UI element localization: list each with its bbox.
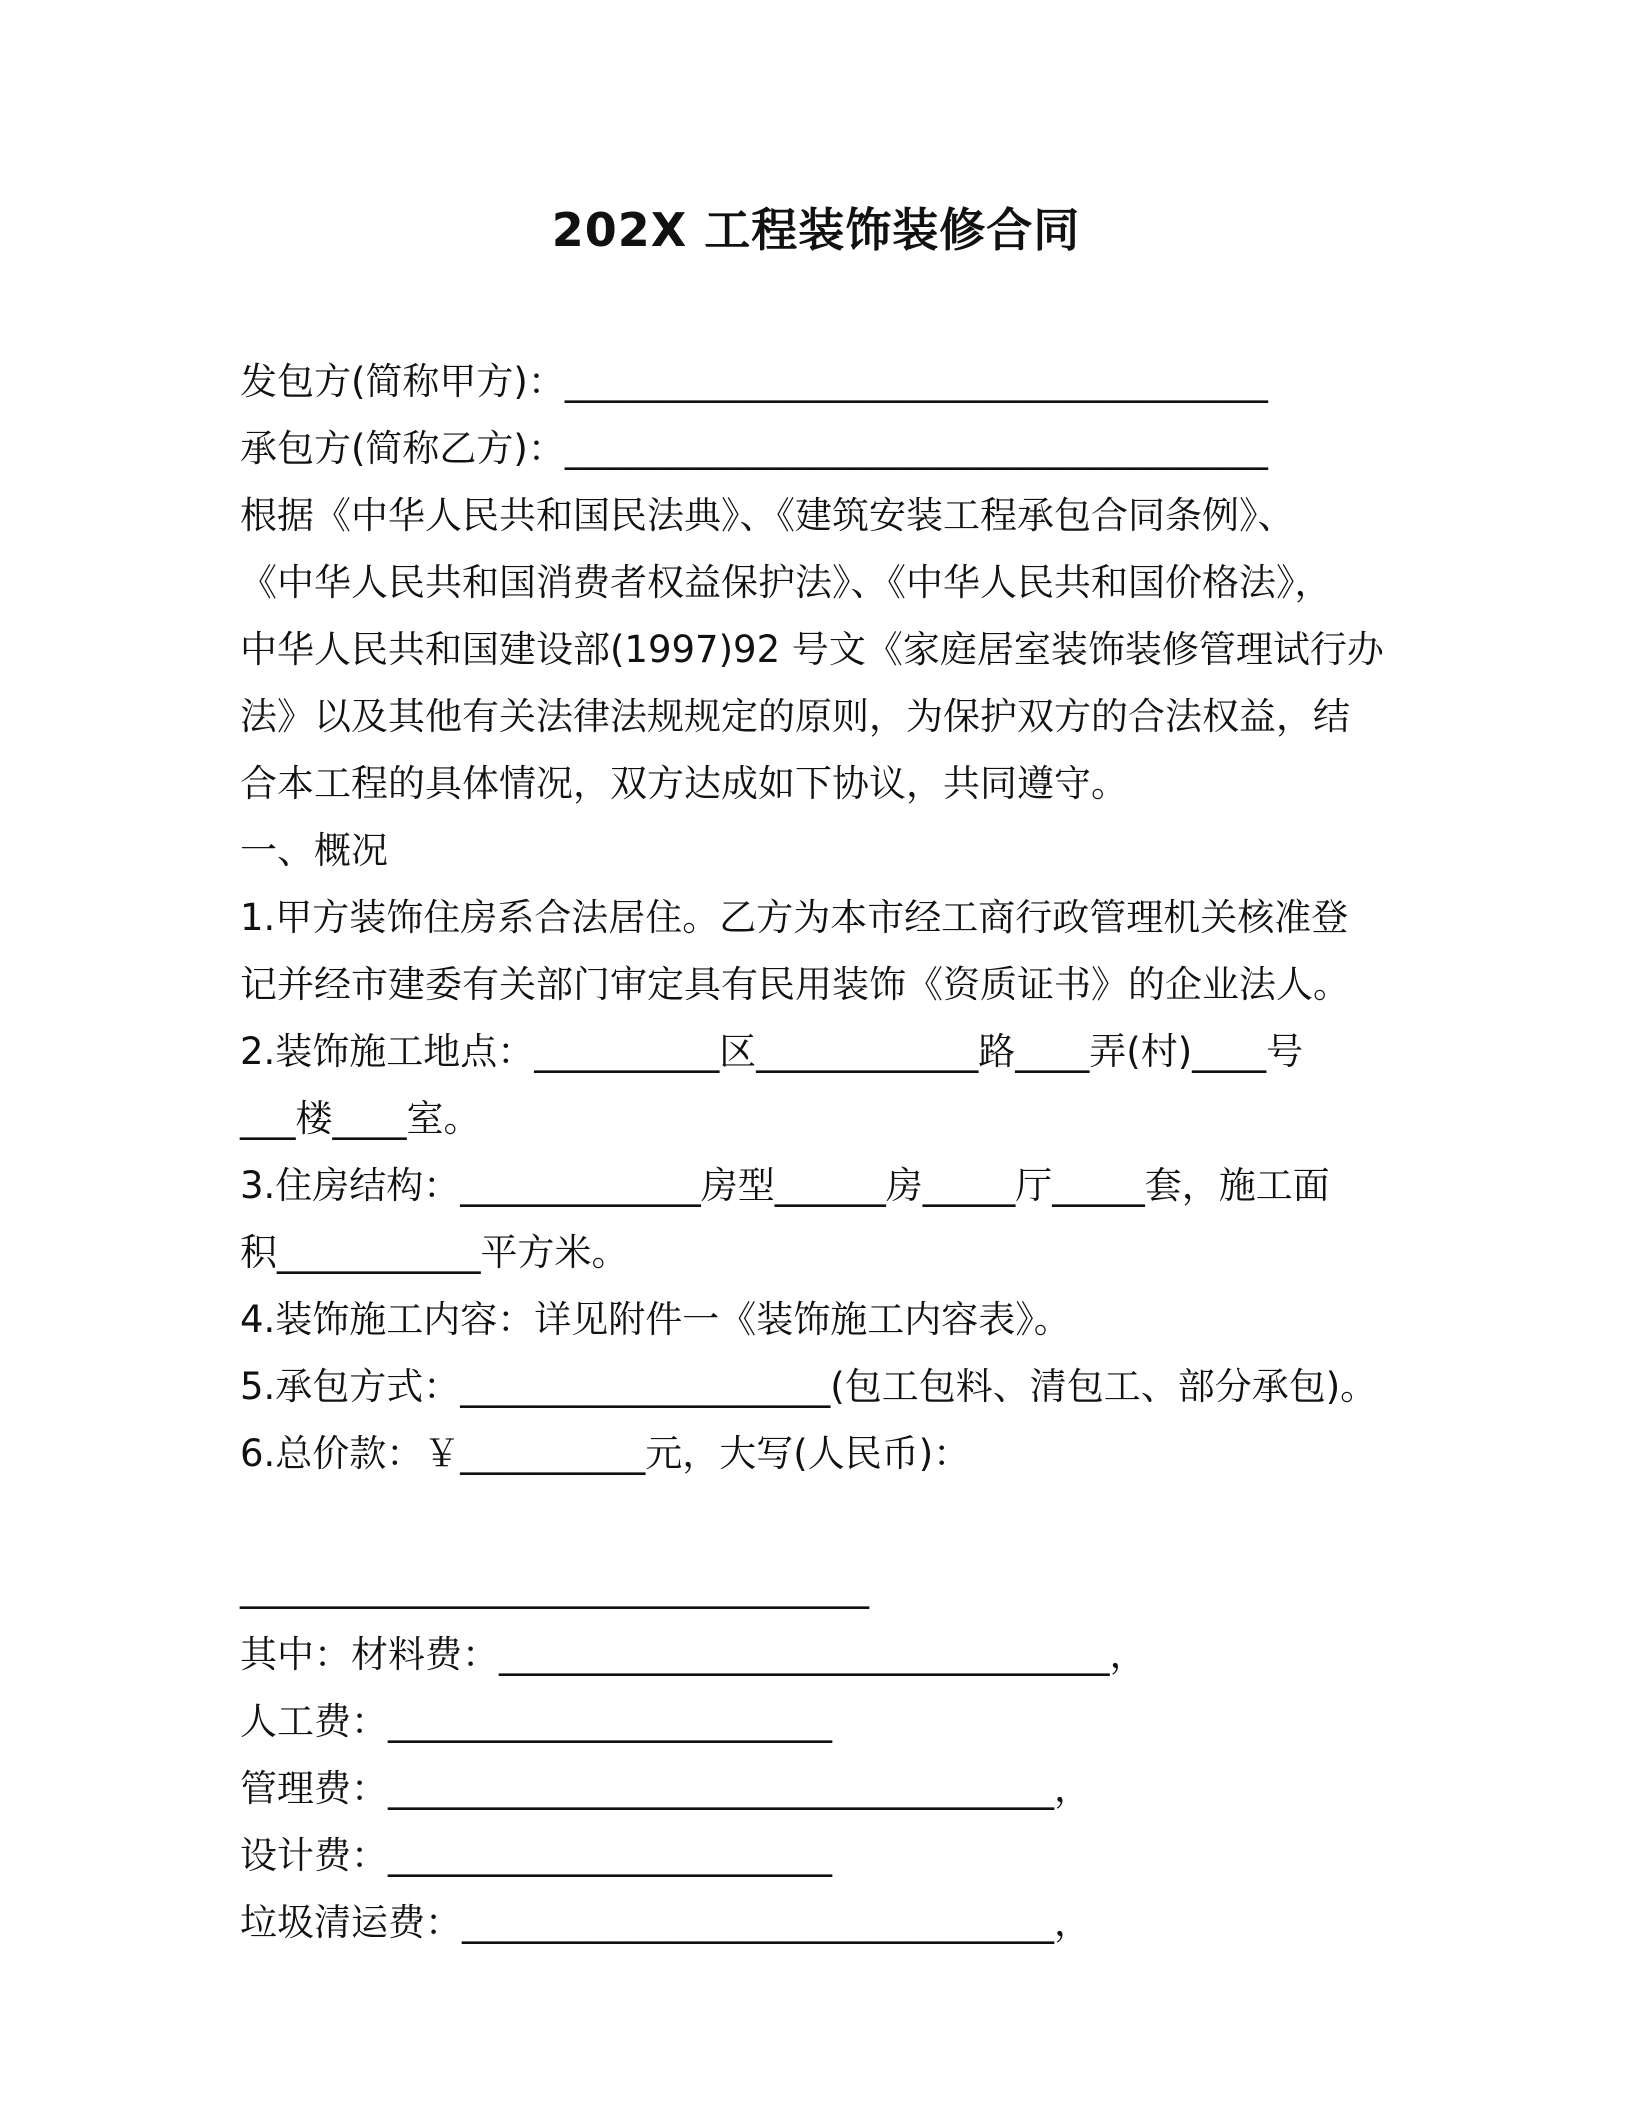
clause-2-line-2: ___楼____室。 bbox=[240, 1097, 481, 1140]
clause-5-line: 5.承包方式：____________________(包工包料、清包工、部分承包)。 bbox=[240, 1365, 1378, 1408]
document-body bbox=[240, 348, 1400, 1956]
preamble-line-1: 根据《中华人民共和国民法典》、《建筑安装工程承包合同条例》、 bbox=[240, 494, 1295, 537]
clause-3-line-1: 3.住房结构：_____________房型______房_____厅_____套，施工面 bbox=[240, 1164, 1330, 1207]
garbage-removal-fee-line: 垃圾清运费：________________________________， bbox=[240, 1901, 1091, 1944]
preamble-line-5: 合本工程的具体情况，双方达成如下协议，共同遵守。 bbox=[240, 762, 1128, 805]
clause-1-line-1: 1.甲方装饰住房系合法居住。乙方为本市经工商行政管理机关核准登 bbox=[240, 896, 1349, 939]
section-heading-overview: 一、概况 bbox=[240, 829, 388, 872]
preamble-line-4: 法》以及其他有关法律法规规定的原则，为保护双方的合法权益，结 bbox=[240, 695, 1350, 738]
document-title: 202X 工程装饰装修合同 bbox=[551, 203, 1081, 257]
design-fee-line: 设计费：________________________ bbox=[240, 1834, 832, 1877]
clause-4-line: 4.装饰施工内容：详见附件一《装饰施工内容表》。 bbox=[240, 1298, 1071, 1341]
preamble-line-2: 《中华人民共和国消费者权益保护法》、《中华人民共和国价格法》， bbox=[240, 561, 1332, 604]
clause-3-line-2: 积___________平方米。 bbox=[240, 1231, 629, 1274]
labor-fee-line: 人工费：________________________ bbox=[240, 1700, 832, 1743]
preamble-line-3: 中华人民共和国建设部(1997)92 号文《家庭居室装饰装修管理试行办 bbox=[240, 628, 1384, 671]
clause-1-line-2: 记并经市建委有关部门审定具有民用装饰《资质证书》的企业法人。 bbox=[240, 963, 1350, 1006]
clause-6-line: 6.总价款：￥__________元，大写(人民币)： bbox=[240, 1432, 971, 1475]
amount-in-words-line: __________________________________ bbox=[240, 1566, 869, 1609]
management-fee-line: 管理费：____________________________________， bbox=[240, 1767, 1091, 1810]
material-fee-line: 其中：材料费：_________________________________， bbox=[240, 1633, 1147, 1676]
party-a-line: 发包方(简称甲方)：______________________________________ bbox=[240, 360, 1268, 403]
party-b-line: 承包方(简称乙方)：______________________________________ bbox=[240, 427, 1268, 470]
blank-spacer bbox=[240, 1487, 1400, 1554]
clause-2-line-1: 2.装饰施工地点：__________区____________路____弄(村)____号 bbox=[240, 1030, 1304, 1073]
